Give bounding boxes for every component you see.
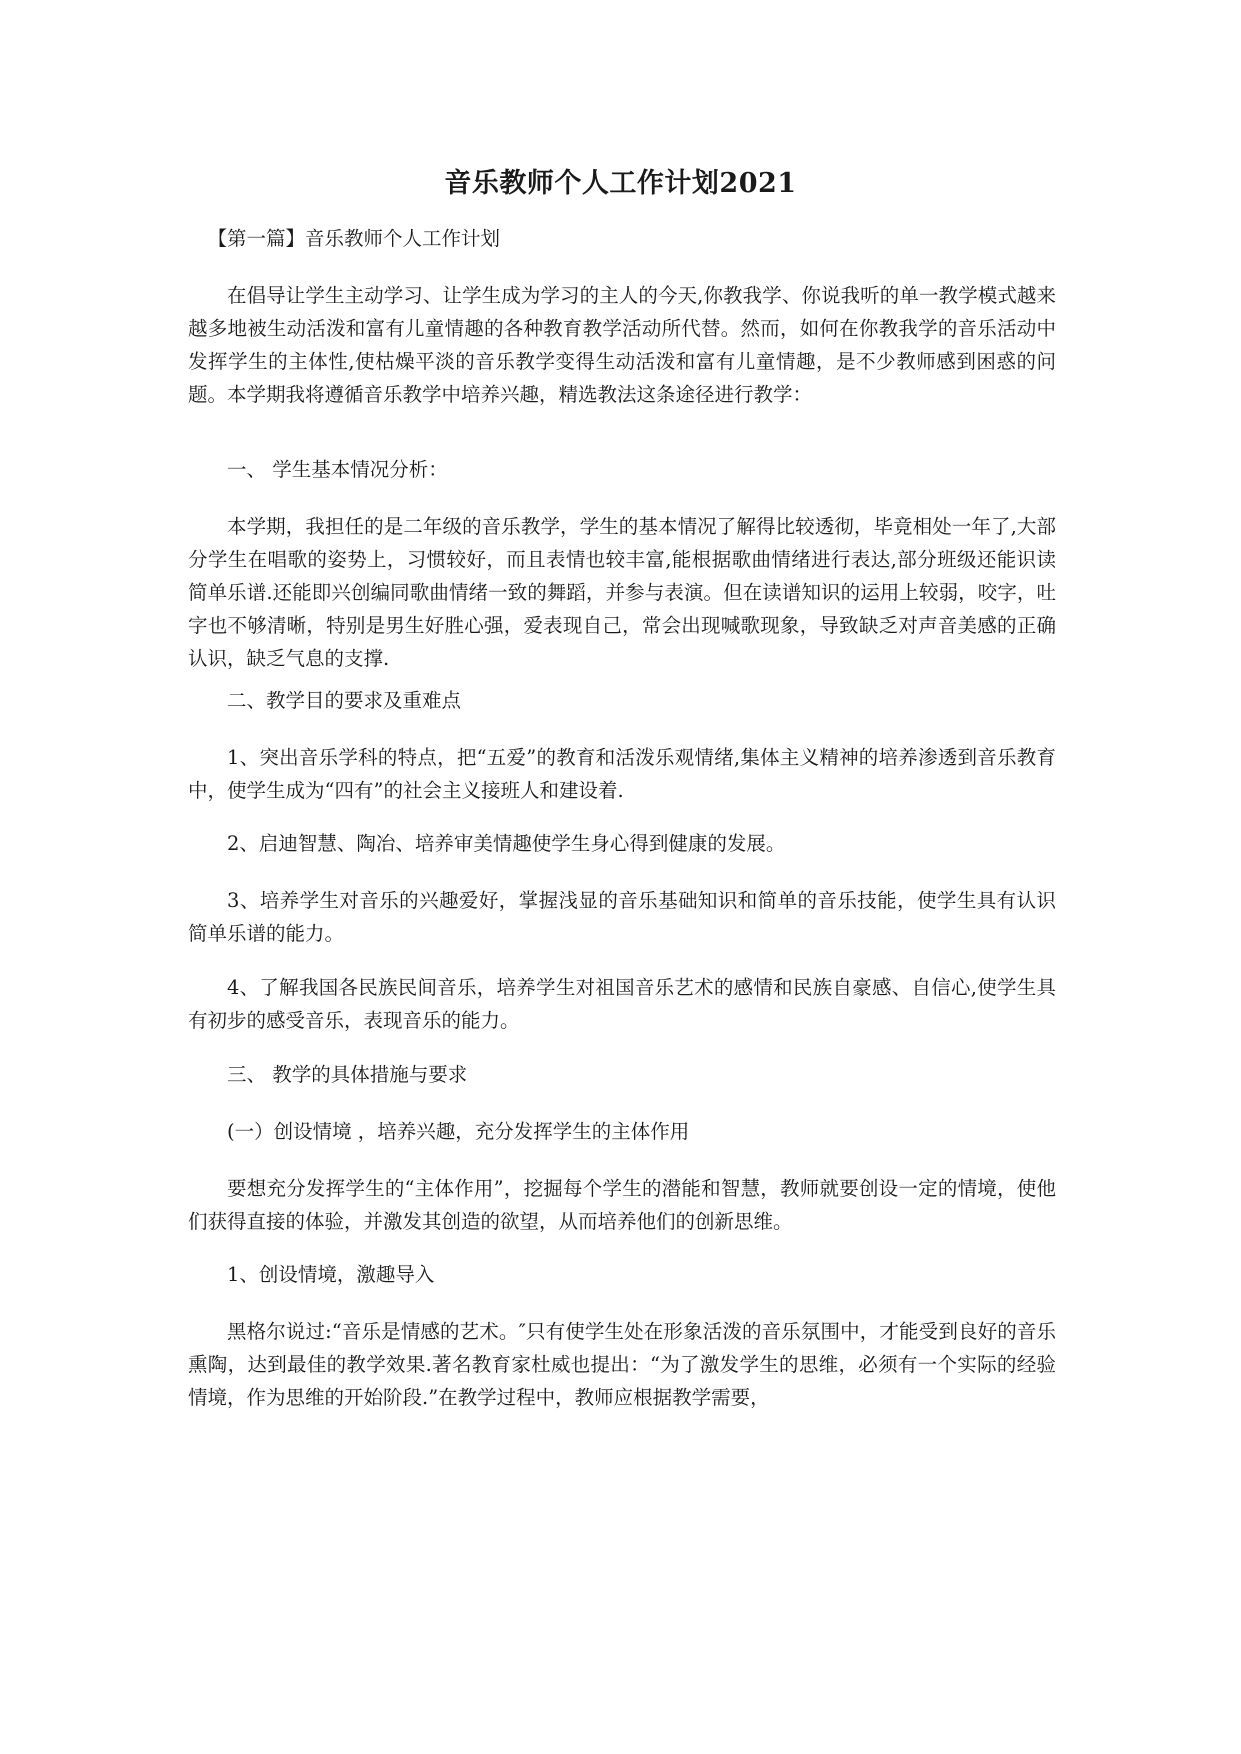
goal-item-1: 1、突出音乐学科的特点，把“五爱”的教育和活泼乐观情绪,集体主义精神的培养渗透到音乐教育中，使学生成为“四有”的社会主义接班人和建设着.	[188, 746, 1056, 802]
student-analysis-paragraph: 本学期，我担任的是二年级的音乐教学，学生的基本情况了解得比较透彻，毕竟相处一年了,大部分学生在唱歌的姿势上，习惯较好，而且表情也较丰富,能根据歌曲情绪进行表达,部分班级还能识读简单乐谱.还能即兴创编同歌曲情绪一致的舞蹈，并参与表演。但在读谱知识的运用上较弱，咬字，吐字也不够清晰，特别是男生好胜心强，爱表现自己，常会出现喊歌现象，导致缺乏对声音美感的正确认识，缺乏气息的支撑.	[188, 515, 1056, 670]
document-title: 音乐教师个人工作计划2021	[444, 168, 797, 199]
heading-student-analysis: 一、 学生基本情况分析：	[227, 458, 448, 481]
create-context-paragraph: 要想充分发挥学生的“主体作用”，挖掘每个学生的潜能和智慧，教师就要创设一定的情境，使他们获得直接的体验，并激发其创造的欲望，从而培养他们的创新思维。	[188, 1177, 1056, 1233]
heading-teaching-measures: 三、 教学的具体措施与要求	[227, 1063, 468, 1086]
goal-item-3: 3、培养学生对音乐的兴趣爱好，掌握浅显的音乐基础知识和简单的音乐技能，使学生具有认识简单乐谱的能力。	[188, 889, 1056, 945]
goal-item-2: 2、启迪智慧、陶冶、培养审美情趣使学生身心得到健康的发展。	[227, 832, 786, 855]
subheading-create-context: (一）创设情境 ，培养兴趣，充分发挥学生的主体作用	[227, 1120, 690, 1143]
goal-item-4: 4、了解我国各民族民间音乐，培养学生对祖国音乐艺术的感情和民族自豪感、自信心,使学生具有初步的感受音乐，表现音乐的能力。	[188, 976, 1056, 1032]
intro-paragraph: 在倡导让学生主动学习、让学生成为学习的主人的今天,你教我学、你说我听的单一教学模式越来越多地被生动活泼和富有儿童情趣的各种教育教学活动所代替。然而，如何在你教我学的音乐活动中发挥学生的主体性,使枯燥平淡的音乐教学变得生动活泼和富有儿童情趣，是不少教师感到困惑的问题。本学期我将遵循音乐教学中培养兴趣，精选教法这条途径进行教学：	[188, 284, 1056, 406]
subheading-interest-intro: 1、创设情境，激趣导入	[227, 1263, 435, 1286]
hegel-quote-paragraph: 黑格尔说过:“音乐是情感的艺术。″只有使学生处在形象活泼的音乐氛围中，才能受到良好的音乐熏陶，达到最佳的教学效果.著名教育家杜威也提出：“为了激发学生的思维，必须有一个实际的经验情境，作为思维的开始阶段.”在教学过程中，教师应根据教学需要，	[188, 1320, 1056, 1409]
heading-teaching-goals: 二、教学目的要求及重难点	[227, 689, 462, 712]
section-heading-part-one: 【第一篇】音乐教师个人工作计划	[207, 227, 501, 250]
